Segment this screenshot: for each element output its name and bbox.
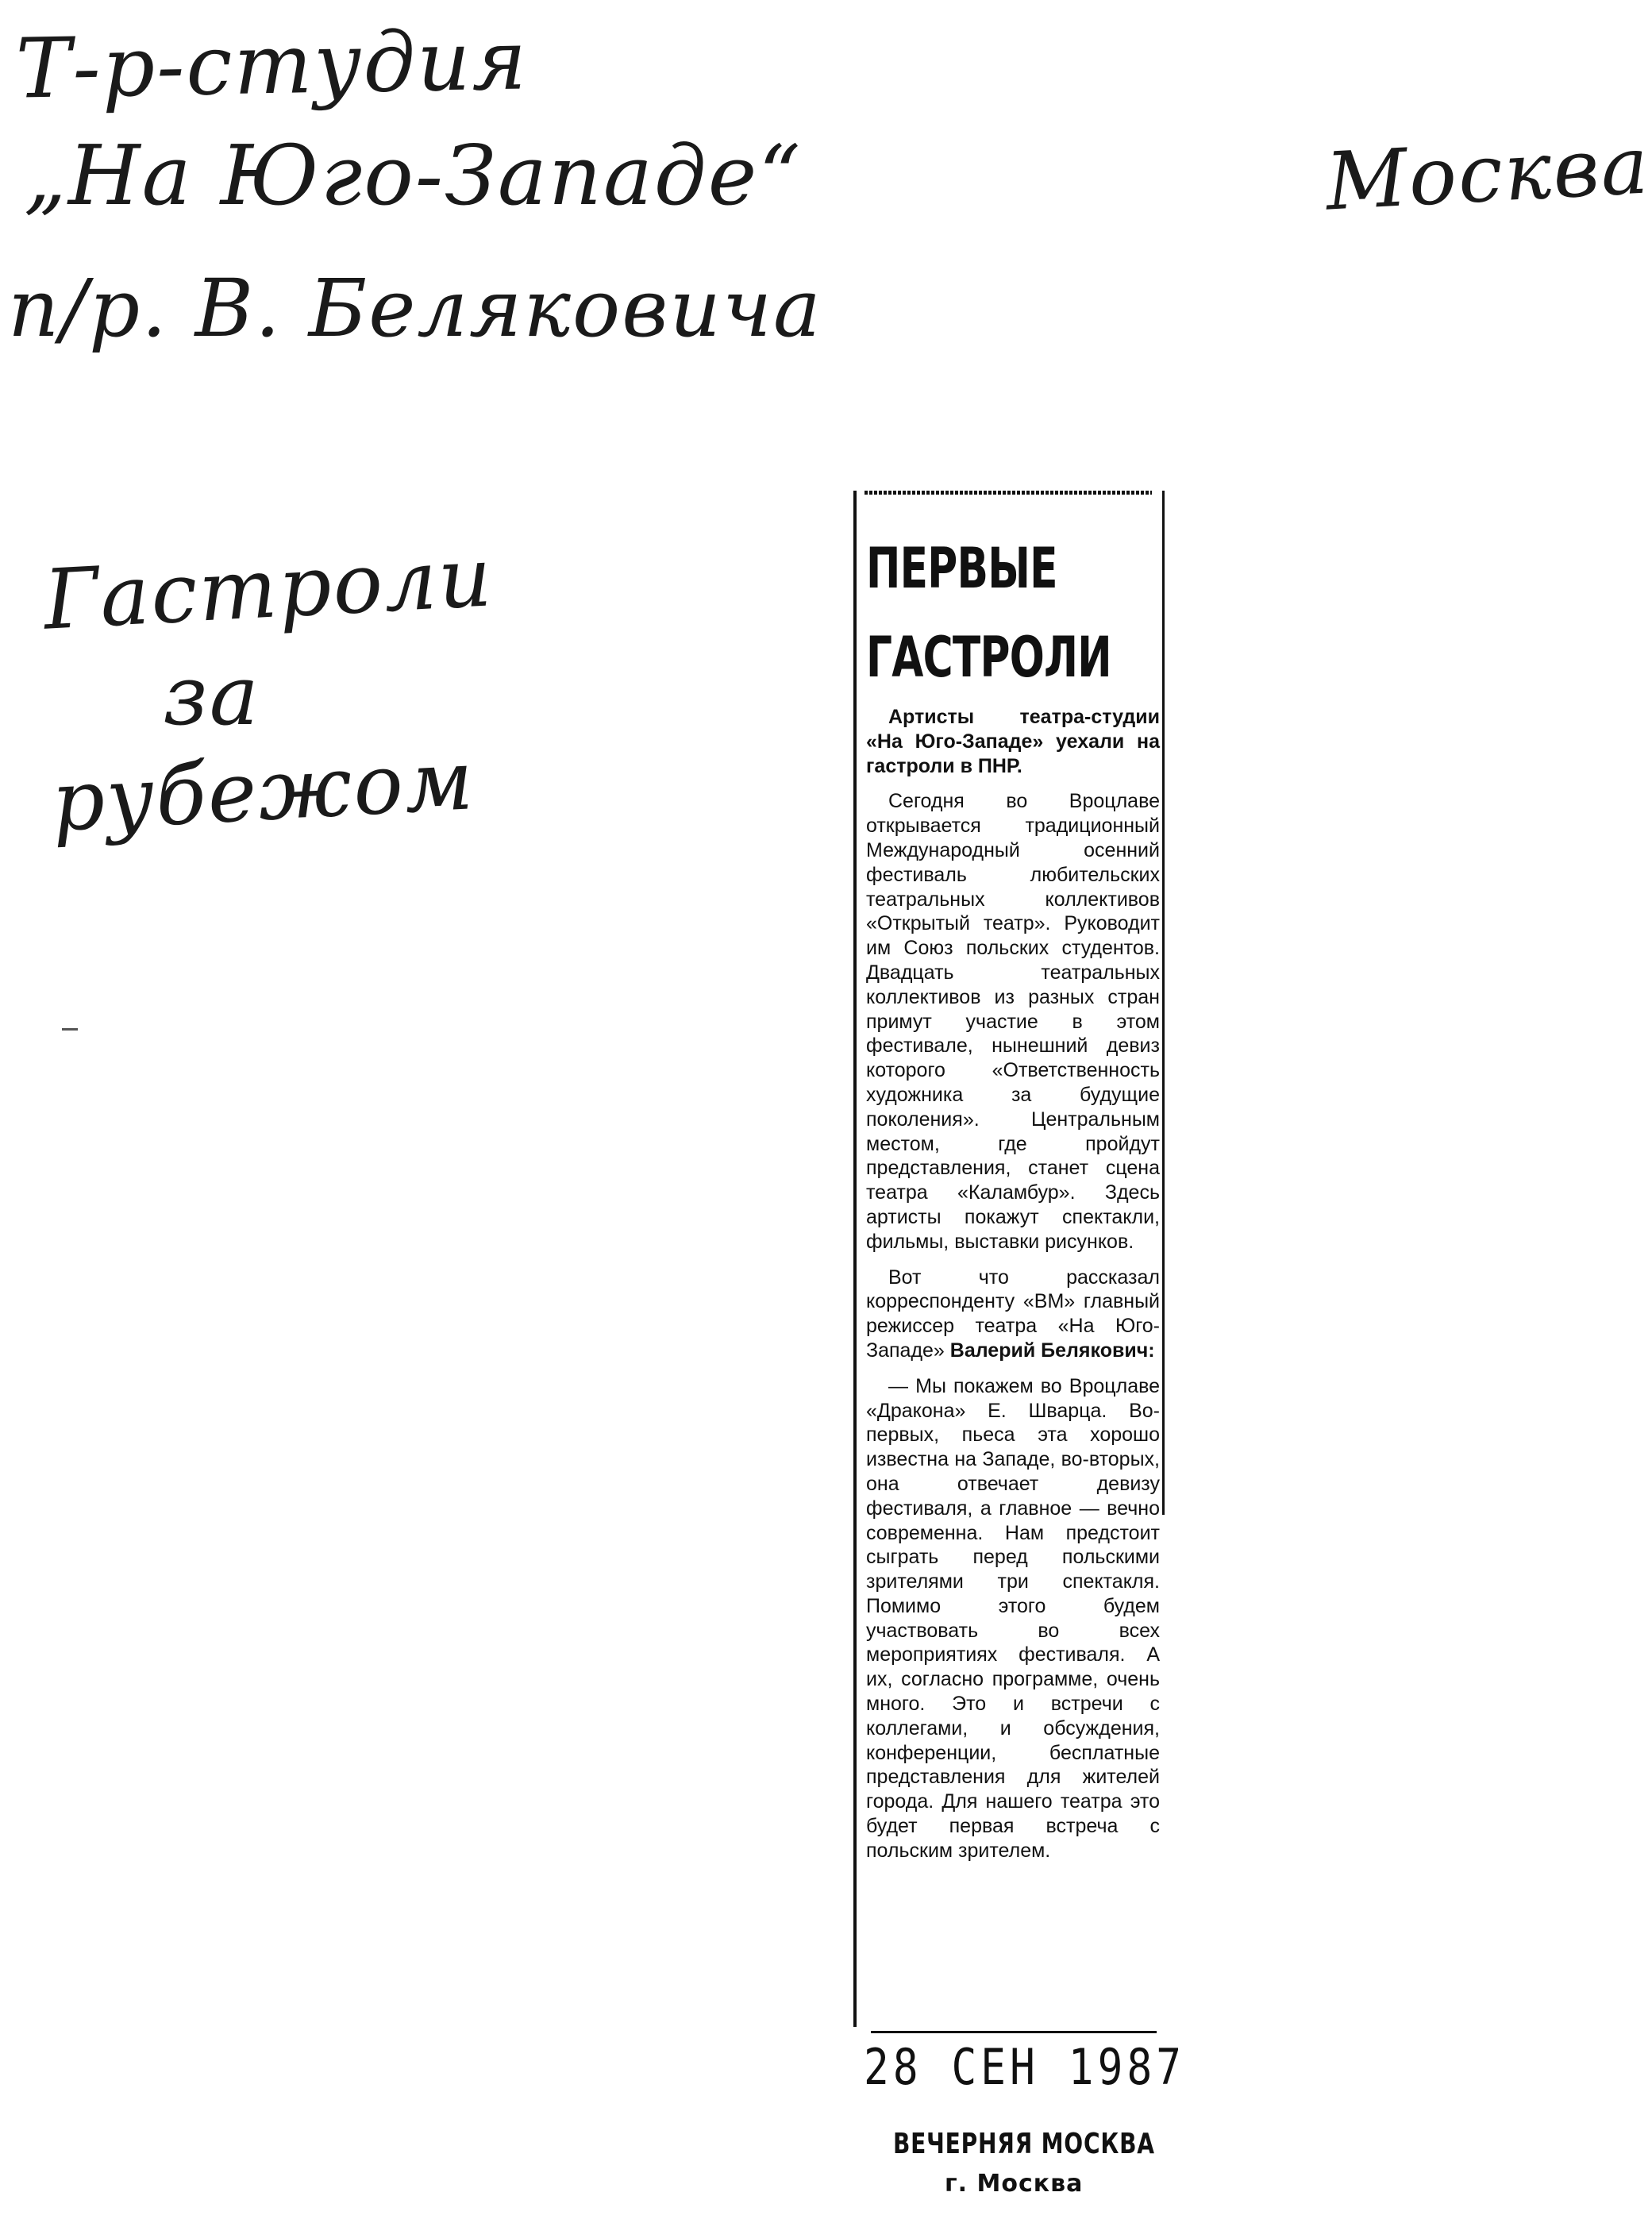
date-stamp: 28 СЕН 1987 [864, 2038, 1186, 2096]
clipping-bottom-rule [871, 2031, 1157, 2033]
article-headline [866, 524, 1111, 702]
handwritten-theatre-name: „На Юго-Западе“ [24, 127, 803, 224]
article-paragraph-text: Вот что рассказал корреспонденту «ВМ» главный режиссер театра «На Юго-Западе» [866, 1266, 1160, 1362]
handwritten-note-line: Гастроли [41, 528, 495, 649]
headline-line: ПЕРВЫЕ [866, 536, 1057, 601]
clipping-right-rule [1162, 491, 1165, 1515]
handwritten-director: п/р. В. Беляковича [8, 262, 822, 355]
article-paragraph [866, 1266, 1160, 1363]
source-newspaper: ВЕЧЕРНЯЯ МОСКВА [893, 2128, 1155, 2160]
clipping-top-rule [865, 491, 1152, 495]
source-city: г. Москва [945, 2170, 1084, 2198]
handwritten-note-line: рубежом [49, 731, 477, 850]
article-lead: Артисты театра-студии «На Юго-Западе» уехали на гастроли в ПНР. [866, 706, 1160, 777]
director-name: Валерий Белякович: [949, 1339, 1155, 1362]
handwritten-city: Москва [1323, 118, 1652, 229]
article-paragraph: Сегодня во Вроцлаве открывается традиционный Международный осенний фестиваль любительских театральных коллективов «Открытый театр». Руководит им Союз польских студентов. Двадцать театральных коллективов из разных стран примут участие в этом фестивале, нынешний девиз которого «Ответственность художника за будущие поколения». Центральным местом, где пройдут представления, станет сцена театра «Каламбур». Здесь артисты покажут спектакли, фильмы, выставки рисунков. [866, 790, 1160, 1253]
stray-pen-mark [62, 1028, 78, 1031]
newspaper-clipping [853, 491, 1171, 2039]
handwritten-theatre-label: Т-р-студия [14, 11, 529, 118]
article-quote: — Мы покажем во Вроцлаве «Дракона» Е. Шварца. Во-первых, пьеса эта хорошо известна на Западе, во-вторых, она отвечает девизу фестиваля, а главное — вечно современна. Нам предстоит сыграть перед польскими зрителями три спектакля. Помимо этого будем участвовать во всех мероприятиях фестиваля. А их, согласно программе, очень много. Это и встречи с коллегами, и обсуждения, конференции, бесплатные представления для жителей города. Для нашего театра это будет первая встреча с польским зрителем. [866, 1374, 1160, 1862]
headline-line: ГАСТРОЛИ [866, 625, 1111, 690]
handwritten-note-line: за [163, 647, 260, 744]
article-body [866, 705, 1160, 1874]
clipping-left-rule [853, 491, 857, 2027]
